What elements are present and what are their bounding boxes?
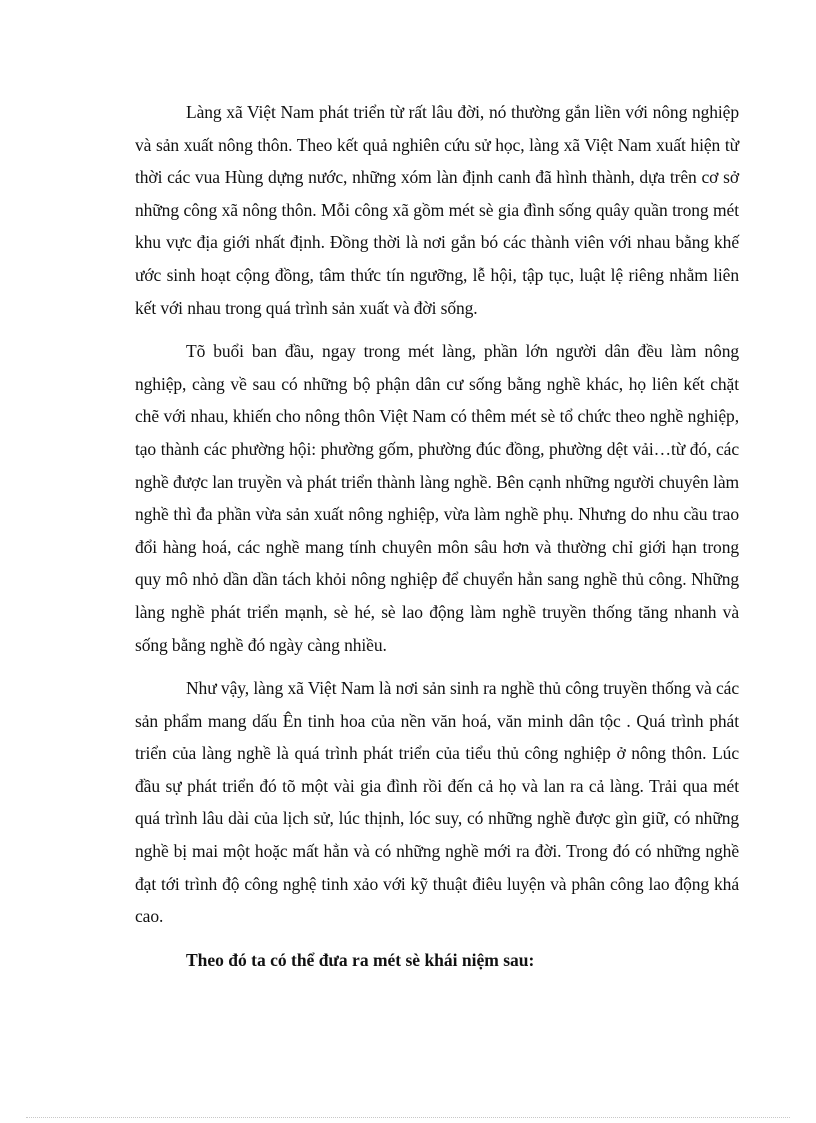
paragraph-village-origins: Làng xã Việt Nam phát triển từ rất lâu đời, nó thường gắn liền với nông nghiệp và sản xuất nông thôn. Theo kết quả nghiên cứu sử học, làng xã Việt Nam xuất hiện từ thời các vua Hùng dựng nước, những xóm làn định canh đã hình thành, dựa trên cơ sở những công xã nông thôn. Mỗi công xã gồm mét sè gia đình sống quây quần trong mét khu vực địa giới nhất định. Đồng thời là nơi gắn bó các thành viên với nhau bằng khế ước sinh hoạt cộng đồng, tâm thức tín ngưỡng, lễ hội, tập tục, luật lệ riêng nhằm liên kết với nhau trong quá trình sản xuất và đời sống. xyxy=(135,102,739,318)
page-bottom-divider xyxy=(26,1117,790,1118)
paragraph-craft-guilds: Tõ buổi ban đầu, ngay trong mét làng, phần lớn người dân đều làm nông nghiệp, càng về sau có những bộ phận dân cư sống bằng nghề khác, họ liên kết chặt chẽ với nhau, khiến cho nông thôn Việt Nam có thêm mét sè tổ chức theo nghề nghiệp, tạo thành các phường hội: phường gốm, phường đúc đồng, phường dệt vải…từ đó, các nghề được lan truyền và phát triển thành làng nghề. Bên cạnh những người chuyên làm nghề thì đa phần vừa sản xuất nông nghiệp, vừa làm nghề phụ. Nhưng do nhu cầu trao đổi hàng hoá, các nghề mang tính chuyên môn sâu hơn và thường chỉ giới hạn trong quy mô nhỏ dần dần tách khỏi nông nghiệp để chuyển hẳn sang nghề thủ công. Những làng nghề phát triển mạnh, sè hé, sè lao động làm nghề truyền thống tăng nhanh và sống bằng nghề đó ngày càng nhiều. xyxy=(135,341,739,655)
section-heading: Theo đó ta có thể đưa ra mét sè khái niệm sau: xyxy=(186,949,535,970)
paragraph-traditional-crafts: Như vậy, làng xã Việt Nam là nơi sản sinh ra nghề thủ công truyền thống và các sản phẩm mang dấu Ên tinh hoa của nền văn hoá, văn minh dân tộc . Quá trình phát triển của làng nghề là quá trình phát triển của tiểu thủ công nghiệp ở nông thôn. Lúc đầu sự phát triển đó tõ một vài gia đình rồi đến cả họ và lan ra cả làng. Trải qua mét quá trình lâu dài của lịch sử, lúc thịnh, lóc suy, có những nghề được gìn giữ, có những nghề bị mai một hoặc mất hẳn và có những nghề mới ra đời. Trong đó có những nghề đạt tới trình độ công nghệ tinh xảo với kỹ thuật điêu luyện và phân công lao động khá cao. xyxy=(135,678,739,927)
document-page xyxy=(135,96,739,976)
